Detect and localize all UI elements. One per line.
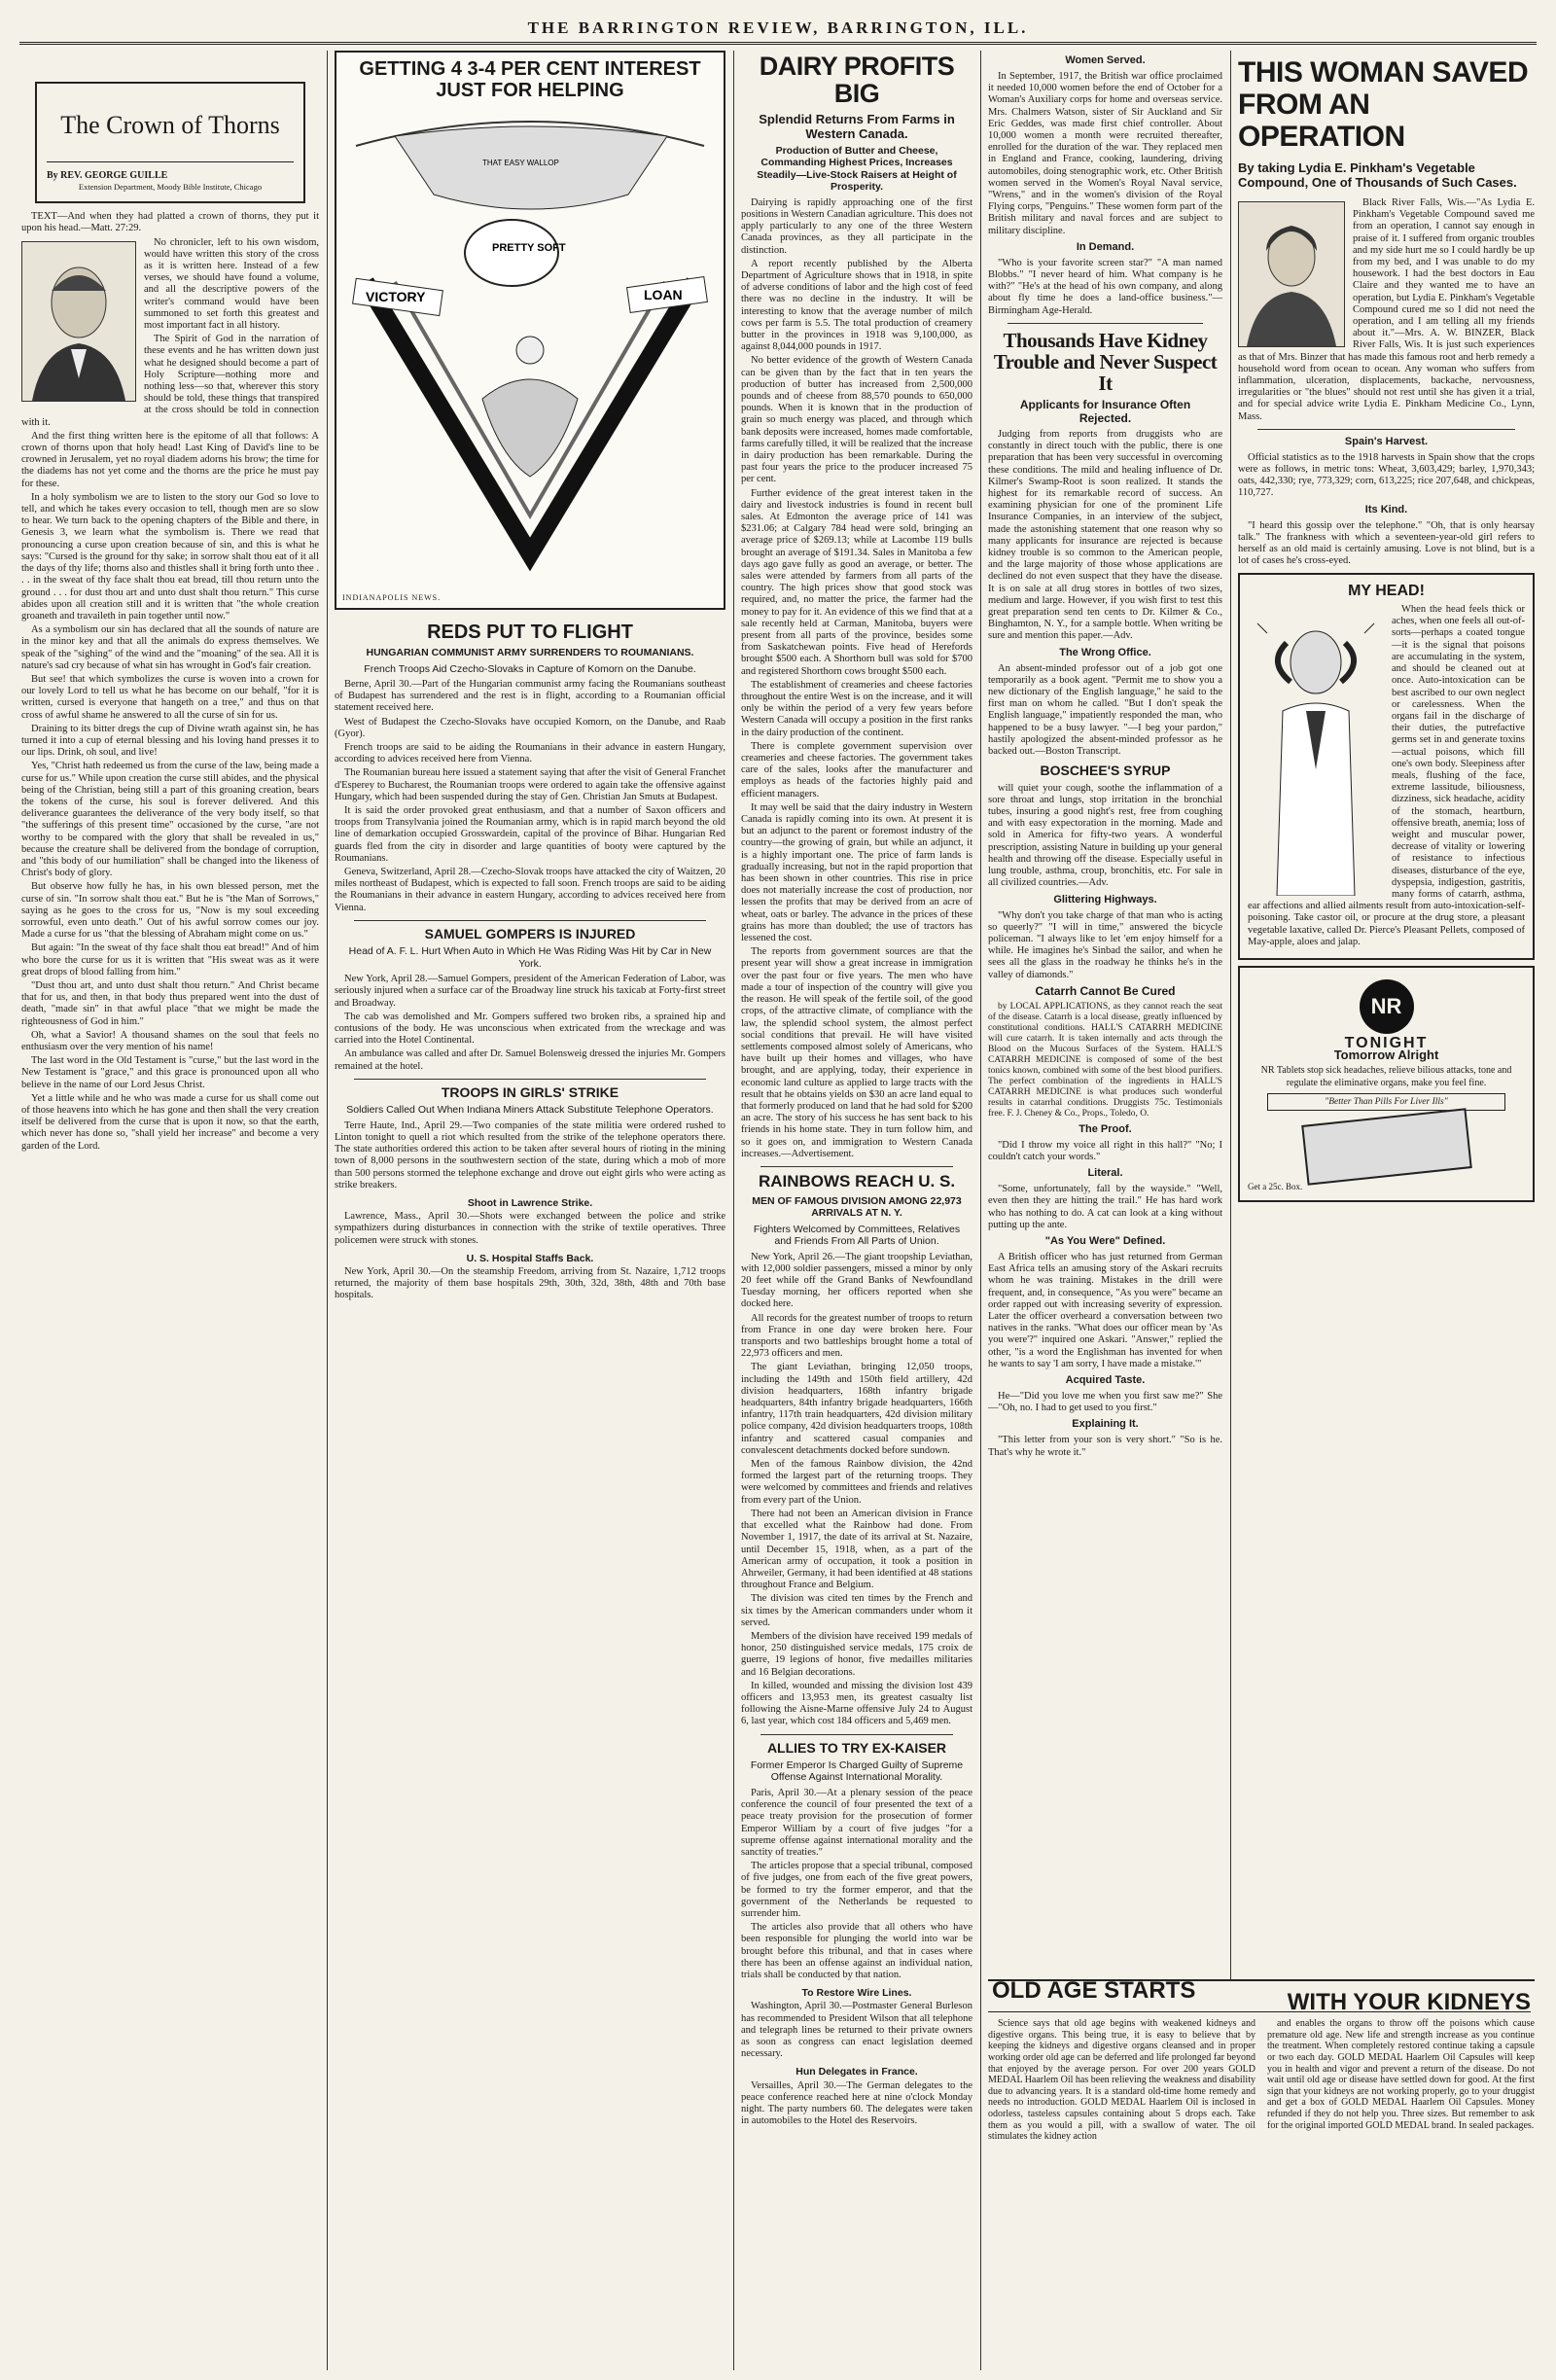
text-catarrh: by LOCAL APPLICATIONS, as they cannot reach the seat of the disease. Catarrh is a local disease, greatly influenced by constitutional conditions. HALL'S CATARRH MEDICINE will cure catarrh. It is taken internally and acts through the Blood on the Mucous Surfaces of the System. HALL'S CATARRH MEDICINE is composed of some of the best tonics known, combined with some of the best blood purifiers. The perfect combination of the ingredients in HALL'S CATARRH MEDICINE is what produces such wonderful results in catarrhal conditions. Druggists 75c. Testimonials free. F. J. Cheney & Co., Props., Toledo, O.: [988, 1001, 1222, 1119]
column-crown-of-thorns: [21, 51, 319, 2370]
deck-rainbows-1: MEN OF FAMOUS DIVISION AMONG 22,973 ARRIVALS AT N. Y.: [752, 1194, 962, 1220]
portrait-illustration: [22, 242, 135, 401]
paragraph: The division was cited ten times by the French and six times by the American commanders under whom it served.: [741, 1593, 972, 1628]
text-its-kind: "I heard this gossip over the telephone." "Oh, that is only hearsay talk." The frankness with which a seventeen-year-old girl refers to herself as an old maid is certainly amusing. Love is not blind, but is a lot of cases he's cross-eyed.: [1238, 519, 1535, 567]
paragraph: There is complete government supervision over creameries and cheese factories. The government takes care of the sales, looks after the manufacturer and employs as heads of the factories highly paid and efficient managers.: [741, 740, 972, 799]
portrait-woman-illustration: [1239, 202, 1344, 346]
paragraph: Men of the famous Rainbow division, the 42nd formed the largest part of the returning troops. They were welcomed by committees and friends and relatives from every part of the Union.: [741, 1459, 972, 1506]
cartoon-label-pretty-soft: PRETTY SOFT: [492, 242, 566, 254]
nr-tonight: TONIGHT: [1344, 1034, 1429, 1051]
text-hun-delegates: Versailles, April 30.—The German delegates to the peace conference reached here at nine o'clock Monday night. The party numbers 60. The delegates were taken in automobiles to the Hotel des Reservoirs.: [741, 2079, 972, 2127]
deck-rainbows-2: Fighters Welcomed by Committees, Relatives and Friends From All Parts of Union.: [753, 1223, 961, 1248]
reds-body: [335, 679, 725, 914]
paragraph: The articles propose that a special tribunal, composed of five judges, one from each of the five great powers, be formed to try the former emperor, and that the government of the Netherlands be requested to surrender him.: [741, 1861, 972, 1919]
subhead-wire-lines: To Restore Wire Lines.: [801, 1987, 912, 2000]
paragraph: But again: "In the sweat of thy face shalt thou eat bread!" And of him who bore the curse for us it is written that "His sweat was as it were great drops of blood falling from him.": [21, 942, 319, 977]
deck-kidney: Applicants for Insurance Often Rejected.: [1019, 398, 1191, 425]
text-kidney: Judging from reports from druggists who are constantly in direct touch with the public, there is one preparation that has been very successful in overcoming these conditions. The mild and healing influence of Dr. Kilmer's Swamp-Root is soon realized. It stands the highest for its remarkable record of success. An examining physician for one of the prominent Life Insurance Companies, in an interview of the subject, made the astonishing statement that one reason why so many applicants for insurance are rejected is because kidney trouble is so common to the American people, and the large majority of those whose applications are declined do not even suspect that they have the disease. It is on sale at all drug stores in bottles of two sizes, medium and large. However, if you wish first to test this great preparation send ten cents to Dr. Kilmer & Co., Binghamton, N. Y., for a sample bottle. When writing be sure and mention this paper.—Adv.: [988, 429, 1222, 642]
paragraph: New York, April 26.—The giant troopship Leviathan, with 12,000 soldier passengers, missed a minor by only 20 feet while off the Grand Banks of Newfoundland Tuesday morning, her officers reported when she docked here.: [741, 1251, 972, 1310]
title-the-proof: The Proof.: [1079, 1122, 1132, 1135]
text-hospital-staffs: New York, April 30.—On the steamship Freedom, arriving from St. Nazaire, 1,712 troops returned, the majority of them base hospitals 29th, 30th, 32d, 38th, 48th and 70th base hospitals.: [335, 1266, 725, 1301]
paragraph: Terre Haute, Ind., April 29.—Two companies of the state militia were ordered rushed to Linton tonight to quell a riot which resulted from the strike of the telephone operators there. The state authorities ordered this action to be taken after several hours of rioting in the mining town of 8,000 persons in the southwestern section of the state, during which a mob of more than 500 persons stormed the telephone exchange and drove out eight girls who were acting as strike breakers.: [335, 1119, 725, 1190]
title-in-demand: In Demand.: [1076, 240, 1135, 253]
masthead: [19, 0, 1537, 45]
cartoon-label-loan: LOAN: [644, 287, 683, 302]
title-spain-harvest: Spain's Harvest.: [1344, 435, 1429, 447]
subhead-hun-delegates: Hun Delegates in France.: [796, 2066, 918, 2078]
portrait-mrs-binzer: [1238, 201, 1345, 347]
headline-old-age-2: WITH YOUR KIDNEYS: [988, 1997, 1531, 2013]
column-cartoon-and-news: [335, 51, 725, 2370]
text-pinkham: Black River Falls, Wis.—"As Lydia E. Pinkham's Vegetable Compound saved me from an operation, I cannot say enough in praise of it. I suffered from organic troubles and my side hurt me so I could hardly be up from my bed, and I was unable to do my housework. I had the best doctors in Eau Claire and they wanted me to have an operation, but Lydia E. Pinkham's Vegetable Compound cured me so I did not need the operation, and I am telling all my friends about it."—Mrs. A. W. BINZER, Black River Falls, Wis. It is just such experiences as that of Mrs. Binzer that has made this famous root and herb remedy a household word from ocean to ocean. Any woman who suffers from inflammation, ulceration, displacements, backache, nervousness, irregularities or "the blues" should not rest until she has given it a trial, and for special advice write Lydia E. Pinkham Medicine Co., Lynn, Mass.: [1238, 197, 1535, 422]
text-glittering-highways: "Why don't you take charge of that man who is acting so queerly?" "I will in time," answered the bicycle policeman. "I always like to let 'em enjoy himself for a while. He imagines he's Sinbad the sailor, and when he sees all the glass in the roadway he thinks he's in the valley of diamonds.": [988, 909, 1222, 980]
deck-allies: Former Emperor Is Charged Guilty of Supreme Offense Against International Morality.: [750, 1758, 964, 1784]
illustration-headache-man: [1248, 604, 1384, 896]
paragraph: And the first thing written here is the epitome of all that follows: A crown of thorns upon that holy head! Last King of David's line to be crowned in Jerusalem, yet no royal diadem adorns his brow; the time for the diadems has not yet come and the thorns are the price he must pay for these.: [21, 430, 319, 489]
headline-rainbows: RAINBOWS REACH U. S.: [758, 1171, 956, 1190]
headline-old-age-1: OLD AGE STARTS: [992, 1979, 1196, 2004]
column-rule: [733, 51, 734, 2370]
text-spain-harvest: Official statistics as to the 1918 harvests in Spain show that the crops were as follows, in metric tons: Wheat, 3,603,429; barley, 1,970,343; oats, 442,330; rye, 773,329; corn, 613,225; rice 207,648, and chickpeas, 110,727.: [1238, 451, 1535, 499]
text-explaining-it: "This letter from your son is very short." "So is he. That's why he wrote it.": [988, 1435, 1222, 1458]
paragraph: A report recently published by the Alberta Department of Agriculture shows that in 1918, in spite of adverse conditions of labor and the high cost of feed there was no decline in the industry. It will be interesting to know that the average number of milch cows per farm is 5.5. The total production of creamery butter in the provinces in 1918 was 9,100,000, as against 8,044,000 pounds in 1917.: [741, 258, 972, 353]
title-its-kind: Its Kind.: [1364, 503, 1408, 515]
news-row: [335, 616, 725, 1304]
deck-reds-2: French Troops Aid Czecho-Slovaks in Capture of Komorn on the Danube.: [364, 662, 696, 675]
headline-dairy-profits: DAIRY PROFITS BIG: [759, 52, 955, 109]
text-the-proof: "Did I throw my voice all right in this hall?" "No; I couldn't catch your words.": [988, 1139, 1222, 1162]
headline-pinkham: THIS WOMAN SAVED FROM AN OPERATION: [1238, 56, 1529, 153]
story-reds: [335, 616, 725, 1304]
paragraph: The Spirit of God in the narration of these events and he has written down just what he designed should become a part of Holy Scripture—nothing more and nothing less—so that, wherever this story should be told, these things that transpired at the cross should be told in connection with it.: [21, 334, 319, 428]
headline-allies-kaiser: ALLIES TO TRY EX-KAISER: [766, 1739, 947, 1756]
deck-pinkham: By taking Lydia E. Pinkham's Vegetable Compound, One of Thousands of Such Cases.: [1238, 160, 1517, 190]
paragraph: In a holy symbolism we are to listen to the story our God so love to tell, and which he takes every occasion to tell, though men are so slow to hear. We turn back to the opening chapters of the Bible and there, in Genesis 3, we learn what the symbolism is. There we read that pronouncing a curse upon creation because of sin, and this is what he says: "Cursed is the ground for thy sake; in sorrow shalt thou eat of it all the days of thy life; thorns also and thistles shall it bring forth unto thee . . . in the sweat of thy face shalt thou eat bread, till thou return unto the ground . . . for dust thou art and unto dust shalt thou return." This curse abides upon all creation still and it is written that "the whole creation groaneth and travaileth in pain together until now.": [21, 491, 319, 622]
paragraph: As a symbolism our sin has declared that all the sounds of nature are in the minor key and that all the animals do express themselves. We speak of the "sighing" of the wind and the "moaning" of the sea. All it is nature's sad cry because of what sin has wrought in God's fair creation.: [21, 624, 319, 671]
headline-boschee-syrup: BOSCHEE'S SYRUP: [1040, 763, 1171, 779]
cartoon-title: GETTING 4 3-4 PER CENT INTEREST JUST FOR HELPING: [359, 58, 701, 101]
ad-my-head: [1238, 573, 1535, 959]
text-in-demand: "Who is your favorite screen star?" "A man named Blobbs." "I never heard of him. What company is he with?" "He's at the head of his own company, and along about fly time he does a land-office business."—Birmingham Age-Herald.: [988, 257, 1222, 316]
paragraph: No chronicler, left to his own wisdom, would have written this story of the cross as it is written here. Instead of a few verses, we should have found a volume, and all the descriptive powers of the writer's command would have been summoned to set forth this greatest and most important fact in all history.: [144, 236, 319, 332]
text-women-served: In September, 1917, the British war office proclaimed it needed 10,000 women before the end of October for a Woman's Auxiliary corps for home and overseas service. Mrs. Chalmers Watson, sister of Sir Auckland and Sir Eric Geddes, was made first chief controller. About 10,000 women a month were recruited thereafter, enrolled for the duration of the war. They replaced men in England and France, cooking, laundering, driving automobiles, doing stenographic work, etc. Other British women served in the Women's Royal Naval service, "Wrens," and in the women's division of the Royal Flying corps, "Penguins." These women form part of the British military and naval forces and are subject to military discipline.: [988, 71, 1222, 236]
paragraph: The last word in the Old Testament is "curse," but the last word in the New Testament is "grace," and this grace is pronounced upon all who believe in the name of our Lord Jesus Christ.: [21, 1055, 319, 1090]
paragraph: New York, April 28.—Samuel Gompers, president of the American Federation of Labor, was seriously injured when a surface car of the Broadway line struck his taxicab at Forty-first street and Broadway.: [335, 974, 725, 1009]
political-cartoon: [335, 51, 725, 610]
old-age-body: [988, 2018, 1535, 2145]
nr-text: NR Tablets stop sick headaches, relieve bilious attacks, tone and regulate the eliminative organs, make you feel fine.: [1260, 1065, 1512, 1088]
headache-illustration: [1248, 604, 1384, 896]
nr-price: Get a 25c. Box.: [1248, 1181, 1303, 1191]
paragraph: Yes, "Christ hath redeemed us from the curse of the law, being made a curse for us." While upon creation the curse still abides, and the physical being of the Christian, being still a part of this groaning creation, bears the tokens of the curse, his soul is forever delivered. And this deliverance guarantees the deliverance of the very body itself, so that "the sufferings of this present time" occasioned by the curse, "are not worthy to be compared with the glory that shall be revealed in us," because the creature shall be delivered from the bondage of corruption, and "this body of our humiliation" shall be changed into the likeness of Christ's body of glory.: [21, 761, 319, 879]
text-literal: "Some, unfortunately, fall by the wayside." "Well, even then they are hitting the trail." He has hard work who has nothing to do. A cat can look at a king without putting up the ante.: [988, 1184, 1222, 1230]
subhead-hospital-staffs: U. S. Hospital Staffs Back.: [466, 1252, 594, 1264]
column-dairy-and-rainbows: [741, 51, 972, 2370]
title-women-served: Women Served.: [1065, 54, 1146, 66]
troops-body: [335, 1120, 725, 1191]
paragraph: Members of the division have received 199 medals of honor, 250 distinguished service medals, 175 croix de guerre, 19 legions of honor, five medailles militaries and 16 Belgian decorations.: [741, 1630, 972, 1678]
text-wire-lines: Washington, April 30.—Postmaster General Burleson has recommended to President Wilson that all telephone and telegraph lines be returned to their private owners as soon as congress can enact legislation deemed necessary.: [741, 2001, 972, 2060]
deck-reds-1: HUNGARIAN COMMUNIST ARMY SURRENDERS TO ROUMANIANS.: [366, 647, 694, 658]
cartoon-illustration: [336, 107, 724, 574]
text-wrong-office: An absent-minded professor out of a job got one temporarily as a book agent. "Permit me to show you a new dictionary of the English language," he said to the first man on whom he called. "But I don't speak the English language," impatiently responded the man, who happened to be a busy lawyer. "—I beg your pardon," hastily apologized the absent-minded professor as he backed out.—Boston Transcript.: [988, 662, 1222, 758]
title-catarrh: Catarrh Cannot Be Cured: [1035, 983, 1176, 998]
paragraph: The cab was demolished and Mr. Gompers suffered two broken ribs, a sprained hip and contusions of the body. He was unconscious when extricated from the wreckage and was carried into the Hotel Continental.: [335, 1011, 725, 1047]
nr-slogan: "Better Than Pills For Liver Ills": [1267, 1093, 1505, 1111]
paragraph: Draining to its bitter dregs the cup of Divine wrath against sin, he has turned it into a cup of eternal blessing and his loving hand presses it to our lips. Drink, oh soul, and live!: [21, 723, 319, 759]
headline-kidney-trouble: Thousands Have Kidney Trouble and Never Suspect It: [993, 328, 1218, 395]
text-lawrence-strike: Lawrence, Mass., April 30.—Shots were exchanged between the police and strike sympathizers during disturbances in connection with the strike of textile operatives. Three policemen were struck with stones.: [335, 1211, 725, 1246]
paragraph: Further evidence of the great interest taken in the dairy and livestock industries is found in recent bull sales. At Edmonton the average price of 141 was $231.06; at Calgary 784 head were sold, bringing an average price of $269.13; while at Lacombe 119 bulls brought an average of $191.34. Sales in Manitoba a few days ago gave fully as good an average, or better. The sales were attended by farmers from all parts of the country. The high prices show that good stock was required, and, no matter the price, the farmer had the money to pay for it. An evidence of this we find that at a sale recently held at Carman, Manitoba, buyers were present from all parts of the province, besides some from Saskatchewan points. Five head of Herefords brought $500 each. A Shorthorn bull was sold for $700 and registered Shorthorn cows brought $500 each.: [741, 487, 972, 677]
paragraph: The giant Leviathan, bringing 12,050 troops, including the 149th and 150th field artillery, 42d division headquarters, 168th infantry brigade headquarters, 84th infantry brigade headquarters, 166th infantry, 117th train headquarters, 42d division military police company, 42d division headquarters troops, 108th infantry and scattered casual companies and convalescent detachments docked before sundown.: [741, 1362, 972, 1456]
title-wrong-office: The Wrong Office.: [1059, 646, 1151, 658]
column-rule: [327, 51, 328, 2370]
paragraph: Yet a little while and he who was made a curse for us shall come out of those heavens into which he has gone and then shall the very creation itself be delivered from the curse that is upon it now, so that the earth, which never has done so, "shall yield her increase" and become a very garden of the Lord.: [21, 1092, 319, 1152]
paragraph: It may well be said that the dairy industry in Western Canada is rapidly coming into its own. At present it is but an adjunct to the parent or foremost industry of the country—the growing of grain, but while an adjunct, it is a highly important one. The price of farm lands is gradually increasing, but not in the rapid proportion that has been shown in other countries. This rise in price does not materially increase the cost of production, nor lessen the profits that may be derived from an acre of wheat, oats or barley. The advance in the prices of these grains has more than doubled; the use of tractors has lessened the cost.: [741, 801, 972, 944]
cartoon-label-victory: VICTORY: [366, 289, 426, 304]
paragraph: In killed, wounded and missing the division lost 439 officers and 13,953 men, its greatest casualty list following the Aisne-Marne offensive July 24 to August 6, last year, which cost 184 officers and 5,469 men.: [741, 1680, 972, 1727]
headline-my-head: MY HEAD!: [1348, 583, 1425, 600]
title-literal: Literal.: [1087, 1167, 1123, 1180]
nr-product-box: [1301, 1108, 1472, 1185]
headline-gompers: SAMUEL GOMPERS IS INJURED: [424, 925, 636, 941]
nr-tomorrow: Tomorrow Alright: [1333, 1048, 1439, 1063]
text-acquired-taste: He—"Did you love me when you first saw me?" She—"Oh, no. I had to get used to you first.": [988, 1390, 1222, 1414]
paragraph: The establishment of creameries and cheese factories throughout the entire West is on the increase, and it will only be within the period of a very few years before Western Canada will occupy a position in the first ranks in the dairy production of the continent.: [741, 679, 972, 738]
paragraph: The Roumanian bureau here issued a statement saying that after the visit of General Franchet d'Esperey to Bucharest, the Roumanian troops were ordered to again take the offensive against Hungary, which had been suspended during the stay of Gen. Christian Jan Smuts at Budapest.: [335, 767, 725, 802]
paragraph: No better evidence of the growth of Western Canada can be given than by the fact that in ten years the production of butter has increased from 2,500,000 pounds and of cheese from 88,570 pounds to 650,000 pounds. When it is known that in the production of grain so much energy was placed, and through which bank deposits were increased, homes made comfortable, farms carefully tilled, it will be realized that the increase in dairy production has been remarkable. During the past four years the price to the producer increased 75 per cent.: [741, 355, 972, 485]
column-rule: [980, 51, 981, 2370]
subhead-lawrence-strike: Shoot in Lawrence Strike.: [467, 1196, 593, 1209]
paragraph: Geneva, Switzerland, April 28.—Czecho-Slovak troops have attacked the city of Waitzen, 20 miles northeast of Budapest, which is expected to fall soon. French troops are said to be aiding the Roumanians in their advance in eastern Hungary, according to advices received here from Vienna.: [335, 867, 725, 913]
paragraph: Oh, what a Savior! A thousand shames on the soul that feels no enthusiasm over the very mention of his name!: [21, 1029, 319, 1053]
paragraph: Berne, April 30.—Part of the Hungarian communist army facing the Roumanians southeast of Budapest has surrendered and the rest is in flight, according to a Roumanian official statement received here.: [335, 679, 725, 714]
text-old-age-left: Science says that old age begins with weakened kidneys and digestive organs. This being true, it is easy to believe that by keeping the kidneys and digestive organs cleansed and in proper working order old age can be deferred and life prolonged far beyond that enjoyed by the average person. For over 200 years GOLD MEDAL Haarlem Oil has been relieving the weakness and disability due to advancing years. It is a standard old-time home remedy and needs no introduction. GOLD MEDAL Haarlem Oil is inclosed in odorless, tasteless capsules containing about 5 drops each. Take them as you would a pill, with a swallow of water. The oil stimulates the kidney action: [988, 2018, 1255, 2143]
title-explaining-it: Explaining It.: [1072, 1418, 1139, 1431]
newspaper-title: THE BARRINGTON REVIEW, BARRINGTON, ILL.: [527, 18, 1029, 37]
text-old-age-right: and enables the organs to throw off the poisons which cause premature old age. New life and strength increase as you continue the treatment. When completely restored continue taking a capsule or two each day. GOLD MEDAL Haarlem Oil Capsules will keep you in health and vigor and prevent a return of the disease. Do not wait until old age or disease have settled down for good. At the first sign that your kidneys are not working properly, go to your druggist and get a box of GOLD MEDAL Haarlem Oil Capsules. Money refunded if they do not help you. Three sizes. But remember to ask for the original imported GOLD MEDAL brand. In sealed packages.: [1267, 2018, 1535, 2131]
cartoon-credit: INDIANAPOLIS NEWS.: [342, 592, 442, 602]
paragraph: An ambulance was called and after Dr. Samuel Bolensweig dressed the injuries Mr. Gompers remained at the hotel.: [335, 1048, 725, 1072]
sermon-text-verse: TEXT—And when they had platted a crown of thorns, they put it upon his head.—Matt. 27:29.: [21, 211, 319, 234]
title-as-you-were: "As You Were" Defined.: [1044, 1234, 1166, 1247]
sermon-affiliation: Extension Department, Moody Bible Institute, Chicago: [78, 182, 263, 193]
portrait-george-guille: [21, 241, 136, 402]
paragraph: Dairying is rapidly approaching one of the first positions in Western Canadian agriculture. This does not apply particularly to any one of the three Western Canada provinces, as they all participate in the distinction.: [741, 196, 972, 256]
title-glittering-highways: Glittering Highways.: [1053, 893, 1157, 906]
text-as-you-were: A British officer who has just returned from German East Africa tells an amusing story of the Askari recruits whom he was training. Mistakes in the drill were frequent, and, in consequence, "As you were" became an order rapped out with increasing severity of expression. Later the officer overheard a conversation between two natives in the ranks. "What does our officer mean by 'As you were'?" inquired one Askari. "Answer," replied the other, "is a word the Englishman has invented for when he wants to say 'I am sorry, I have made a mistake.'": [988, 1251, 1222, 1369]
paragraph: The articles also provide that all others who have been responsible for plunging the world into war be brought before this tribunal, and that in cases where there has been an offense against an individual nation, trials shall be conducted by that nation.: [741, 1922, 972, 1980]
cartoon-label-wallop: THAT EASY WALLOP: [482, 159, 559, 167]
sermon-byline: By REV. GEORGE GUILLE: [47, 170, 168, 181]
dairy-body: [741, 197, 972, 1160]
sermon-header-box: [35, 82, 305, 203]
paragraph: It is said the order provoked great enthusiasm, and that a number of Saxon officers and troops from Transylvania joined the Roumanian army, which is in rapid march beyond the old line of demarkation occupied Grosswardein, capital of the province of Bihar. Hungarian Red guards fled from the city in disorder and large quantities of booty were captured by the Roumanians.: [335, 805, 725, 864]
paragraph: Paris, April 30.—At a plenary session of the peace conference the council of four presented the text of a peace treaty provision for the prosecution of former Emperor William by a court of five judges "for a supreme offense against international morality and the sanctity of treaties.": [741, 1787, 972, 1858]
text-boschee-syrup: will quiet your cough, soothe the inflammation of a sore throat and lungs, stop irritation in the bronchial tubes, insuring a good night's rest, free from coughing and with easy expectoration in the morning. Made and sold in America for fifty-two years. A wonderful prescription, assisting Nature in building up your general health and throwing off the disease. Especially useful in lung trouble, asthma, croup, bronchitis, etc. For sale in all civilized countries.—Adv.: [988, 782, 1222, 889]
paragraph: West of Budapest the Czecho-Slovaks have occupied Komorn, on the Danube, and Raab (Gyor).: [335, 716, 725, 739]
ad-old-age-kidneys: [988, 1979, 1535, 2370]
paragraph: French troops are said to be aiding the Roumanians in their advance in eastern Hungary, according to advices received here from Vienna.: [335, 742, 725, 765]
deck-troops: Soldiers Called Out When Indiana Miners Attack Substitute Telephone Operators.: [346, 1104, 714, 1117]
deck-dairy-2: Production of Butter and Cheese, Commanding Highest Prices, Increases Steadily—Live-Stock Raisers at Height of Prosperity.: [757, 144, 957, 194]
paragraph: "Dust thou art, and unto dust shalt thou return." And Christ became that for us, and then, in that body thus prepared went into the dust of death, "made sin" in that awful place "that we might be made the righteousness of God in him.": [21, 980, 319, 1027]
paragraph: The reports from government sources are that the present year will show a great increase in immigration over the past four or five years. The men who have made a tour of inspection of the country will give you the reason. He will speak of the fertile soil, of the good crops, of the attractive climate, of compliance with the law, the splendid school system, the almost perfect social conditions that prevail. He will have visited settlements composed almost solely of Americans, who have built up their homes and villages, who have brought, and are applying, today, their experience in economic land culture as applied to large tracts with the result that he obtains yields on $30 an acre land equal to that formerly produced on land that he had sold for $200 an acre. The story of his success he has sent back to his friends in his home state. They in turn follow him, and so it goes on, and immigration to Western Canada increases.—Advertisement.: [741, 946, 972, 1159]
nr-logo: NR: [1360, 979, 1414, 1034]
deck-dairy-1: Splendid Returns From Farms in Western Canada.: [759, 111, 955, 141]
title-acquired-taste: Acquired Taste.: [1065, 1373, 1146, 1386]
paragraph: But observe how fully he has, in his own blessed person, met the curse of sin. "In sorrow shalt thou eat." But he is "the Man of Sorrows," saying as he goes to the cross for us, "Now is my soul exceeding sorrowful, even unto death." Out of his awful sorrow comes our joy. Made a curse for us "that the blessing of Abraham might come on us.": [21, 881, 319, 941]
headline-reds-flight: REDS PUT TO FLIGHT: [427, 622, 633, 643]
paragraph: But see! that which symbolizes the curse is woven into a crown for our lovely Lord to tell us what he has become on our behalf, "for it is written, cursed is everyone that hangeth on a tree," and thus on that cross of awful shame he answered to all the curse of sin for us.: [21, 673, 319, 721]
paragraph: There had not been an American division in France that excelled what the Rainbow had done. From November 1, 1917, the date of its arrival at St. Nazaire, until December 15, 1918, when, as a part of the American army of occupation, it took a position in Ahrweiler, Germany, it had been identified at 48 stations throughout France and Belgium.: [741, 1508, 972, 1591]
sermon-title: The Crown of Thorns: [47, 93, 294, 162]
paragraph: All records for the greatest number of troops to return from France in one day were broken here. Four transports and two battleships brought home a total of 22,973 officers and men.: [741, 1312, 972, 1360]
deck-gompers: Head of A. F. L. Hurt When Auto in Which He Was Riding Was Hit by Car in New York.: [348, 945, 712, 970]
ad-nr-tablets: [1238, 966, 1535, 1202]
text-my-head: When the head feels thick or aches, when one feels all out-of-sorts—perhaps a coated tongue—it is the signal that poisons are accumulating in the system, and should be cleaned out at once. Auto-intoxication can be best ascribed to our own neglect or carelessness. When the organs fail in the discharge of their duties, the putrefactive germs set in and generate toxins—actual poisons, which fill one's own body. Sleepiness after meals, flushing of the face, extreme lassitude, biliousness, dizziness, sick headache, acidity of the stomach, heartburn, offensive breath, anemia; loss of weight and muscular power, decrease of vitality or lowering of resistance to infectious diseases, disturbance of the eye, dyspepsia, indigestion, gastritis, many forms of catarrh, asthma, ear affections and allied ailments result from auto-intoxication-self-poisoning. Take castor oil, or procure at the drug store, a pleasant vegetable laxative, called Dr. Pierce's Pleasant Pellets, composed of May-apple, aloes and jalap.: [1248, 604, 1525, 947]
gompers-body: [335, 974, 725, 1073]
headline-troops-strike: TROOPS IN GIRLS' STRIKE: [441, 1083, 619, 1100]
